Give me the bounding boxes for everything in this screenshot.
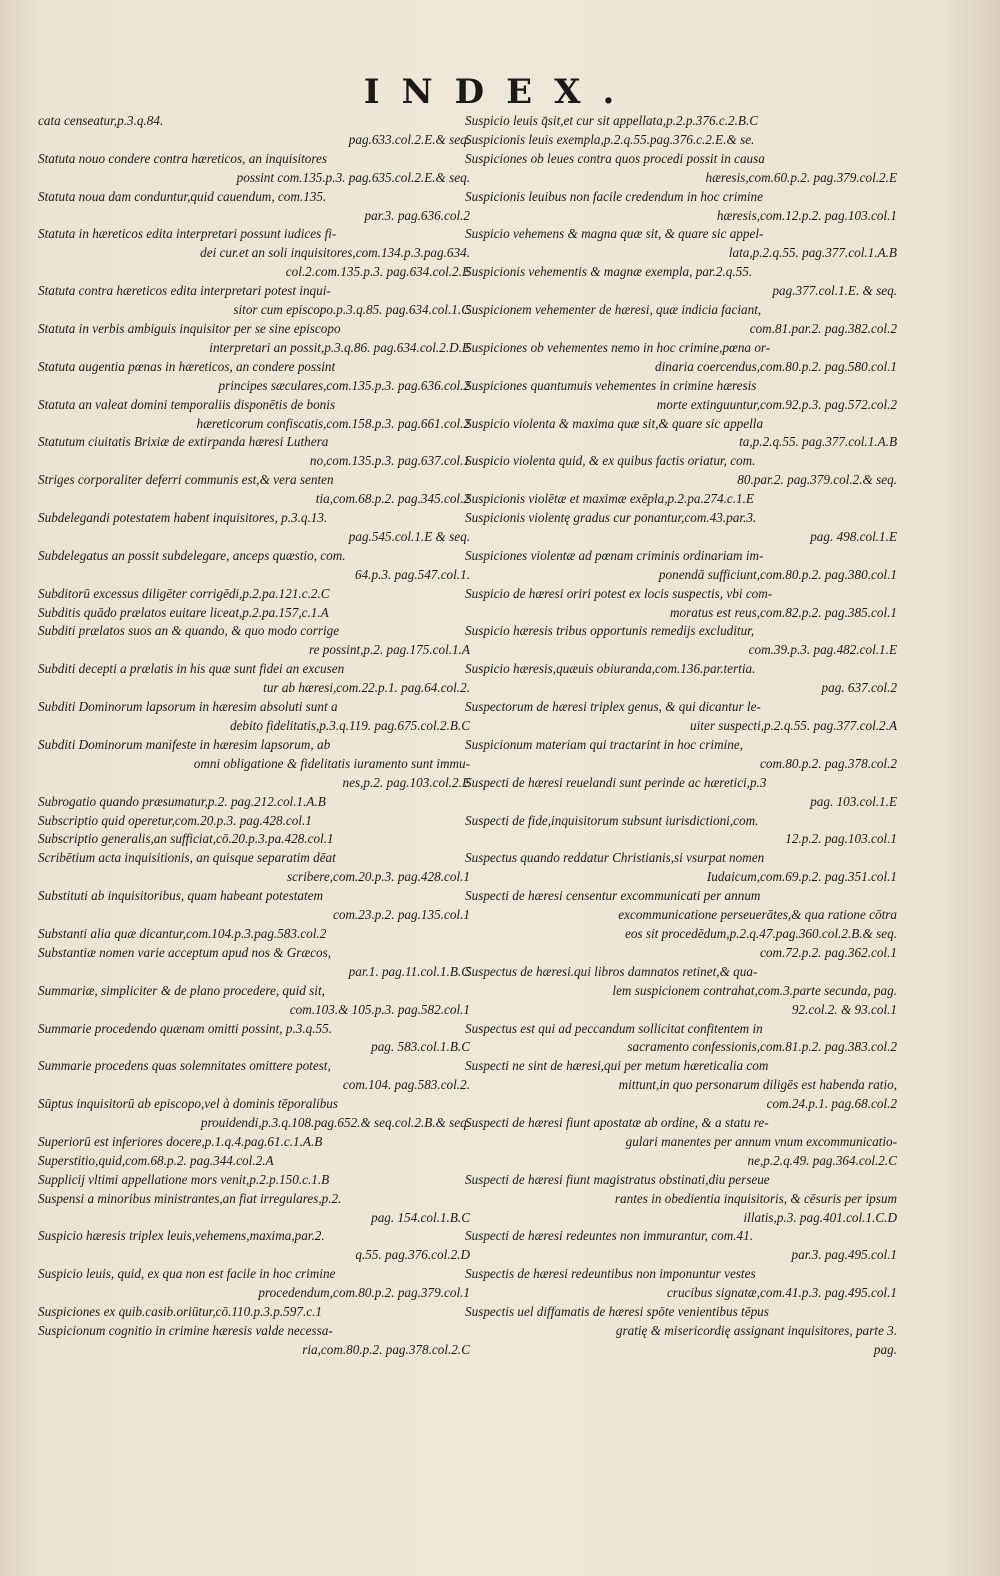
index-entry bbox=[465, 301, 897, 339]
entry-continuation: morte extinguuntur,com.92.p.3. pag.572.col.2 bbox=[656, 396, 897, 412]
entry-heading: Suspicionis vehementis & magnæ exempla, par.2.q.55. bbox=[465, 264, 753, 280]
entry-continuation: possint com.135.p.3. pag.635.col.2.E.& seq. bbox=[236, 169, 470, 185]
entry-continuation: ponendā sufficiunt,com.80.p.2. pag.380.col.1 bbox=[658, 566, 897, 582]
entry-continuation: pag.633.col.2.E.& seq. bbox=[348, 131, 470, 147]
index-entry bbox=[38, 660, 470, 698]
entry-heading: Suspectus quando reddatur Christianis,si vsurpat nomen bbox=[465, 850, 765, 866]
index-entry bbox=[38, 585, 470, 604]
entry-heading: Subdelegandi potestatem habent inquisitores, p.3.q.13. bbox=[38, 510, 328, 526]
index-entry bbox=[38, 1020, 470, 1058]
entry-continuation: com.103.& 105.p.3. pag.582.col.1 bbox=[289, 1001, 470, 1017]
index-entry bbox=[38, 849, 470, 887]
index-entry bbox=[465, 963, 897, 1020]
entry-continuation: scribere,com.20.p.3. pag.428.col.1 bbox=[286, 869, 470, 885]
entry-heading: Suspicio vehemens & magna quæ sit, & quare sic appel- bbox=[465, 226, 764, 242]
entry-heading: Suspectis de hæresi redeuntibus non imponuntur vestes bbox=[465, 1266, 756, 1282]
entry-heading: Statutum ciuitatis Brixiæ de extirpanda hæresi Luthera bbox=[38, 434, 329, 450]
index-entry bbox=[465, 263, 897, 301]
entry-heading: Summarie procedendo quænam omitti possint, p.3.q.55. bbox=[38, 1020, 333, 1036]
index-entry bbox=[465, 1020, 897, 1058]
entry-heading: Suspicio violenta quid, & ex quibus factis oriatur, com. bbox=[465, 453, 756, 469]
index-entry bbox=[465, 339, 897, 377]
entry-continuation: sitor cum episcopo.p.3.q.85. pag.634.col.1.C bbox=[233, 302, 470, 318]
index-entry bbox=[38, 1152, 470, 1171]
index-entry bbox=[38, 282, 470, 320]
entry-continuation: pag. bbox=[873, 1341, 897, 1357]
entry-heading: Suspectorum de hæresi triplex genus, & qui dicantur le- bbox=[465, 699, 761, 715]
entry-continuation: com.81.par.2. pag.382.col.2 bbox=[749, 320, 897, 336]
entry-heading: Subditi decepti a prælatis in his quæ sunt fidei an excusen bbox=[38, 661, 345, 677]
entry-heading: Suspicio hæresis triplex leuis,vehemens,maxima,par.2. bbox=[38, 1228, 325, 1244]
entry-heading: Suspicionem vehementer de hæresi, quæ indicia faciant, bbox=[465, 302, 762, 318]
entry-heading: Subscriptio generalis,an sufficiat,cō.20.p.3.pa.428.col.1 bbox=[38, 831, 334, 847]
entry-heading: Suspecti de fide,inquisitorum subsunt iurisdictioni,com. bbox=[465, 812, 759, 828]
entry-heading: Statuta in verbis ambiguis inquisitor per se sine episcopo bbox=[38, 320, 341, 336]
index-entry bbox=[465, 377, 897, 415]
index-entry bbox=[465, 849, 897, 887]
index-entry bbox=[465, 131, 897, 150]
entry-continuation: gulari manentes per annum vnum excommunicatio- bbox=[625, 1133, 897, 1149]
entry-heading: Subditi Dominorum lapsorum in hæresim absoluti sunt a bbox=[38, 699, 338, 715]
index-entry bbox=[465, 415, 897, 453]
index-entry bbox=[38, 225, 470, 282]
entry-heading: Suspecti de hæresi censentur excommunicati per annum bbox=[465, 888, 761, 904]
index-entry bbox=[38, 1190, 470, 1228]
index-entry bbox=[38, 736, 470, 793]
entry-heading: Suspicionis leuibus non facile credendum in hoc crimine bbox=[465, 188, 764, 204]
entry-continuation: tia,com.68.p.2. pag.345.col.2 bbox=[315, 491, 470, 507]
entry-heading: Suspicio leuis q̄sit,et cur sit appellata,p.2.p.376.c.2.B.C bbox=[465, 113, 759, 128]
index-entry bbox=[38, 112, 470, 150]
entry-continuation: lem suspicionem contrahat,com.3.parte secunda, pag. bbox=[612, 982, 897, 998]
entry-continuation: pag.377.col.1.E. & seq. bbox=[772, 283, 897, 299]
entry-heading: Suspicionis violētæ et maximæ exēpla,p.2.pa.274.c.1.E bbox=[465, 491, 754, 507]
entry-continuation: omni obligatione & fidelitatis iuramento sunt immu- bbox=[193, 755, 470, 771]
entry-continuation: rantes in obedientia inquisitoris, & cēsuris per ipsum bbox=[614, 1190, 897, 1206]
index-entry bbox=[465, 509, 897, 547]
entry-heading: Summarie procedens quas solemnitates omittere potest, bbox=[38, 1058, 331, 1074]
index-entry bbox=[465, 490, 897, 509]
index-entry bbox=[465, 547, 897, 585]
entry-heading: Suspecti de hæresi redeuntes non immurantur, com.41. bbox=[465, 1228, 754, 1244]
entry-heading: Suspicio violenta & maxima quæ sit,& quare sic appella bbox=[465, 415, 764, 431]
entry-heading: Statuta augentia pœnas in hæreticos, an condere possint bbox=[38, 358, 336, 374]
entry-continuation: pag. 637.col.2 bbox=[821, 680, 897, 696]
index-entry bbox=[465, 112, 897, 131]
entry-heading: Sūptus inquisitorū ab episcopo,vel à dominis tēporalibus bbox=[38, 1096, 339, 1112]
entry-heading: Statuta noua dam conduntur,quid cauendum, com.135. bbox=[38, 188, 327, 204]
index-entry bbox=[38, 509, 470, 547]
entry-continuation: 92.col.2. & 93.col.1 bbox=[791, 1001, 897, 1017]
entry-continuation: nes,p.2. pag.103.col.2.E bbox=[342, 774, 470, 790]
entry-continuation: pag. 498.col.1.E bbox=[810, 528, 897, 544]
entry-heading: Subditorū excessus diligēter corrigēdi,p.2.pa.121.c.2.C bbox=[38, 585, 330, 601]
entry-continuation: ta,p.2.q.55. pag.377.col.1.A.B bbox=[739, 434, 897, 450]
entry-heading: Suspectis uel diffamatis de hæresi spōte venientibus tēpus bbox=[465, 1304, 769, 1320]
entry-heading: Statuta nouo condere contra hæreticos, an inquisitores bbox=[38, 150, 328, 166]
index-entry bbox=[465, 736, 897, 774]
entry-continuation: com.24.p.1. pag.68.col.2 bbox=[766, 1096, 897, 1112]
entry-continuation: pag. 583.col.1.B.C bbox=[371, 1039, 470, 1055]
entry-heading: Suspiciones ob leues contra quos procedi possit in causa bbox=[465, 150, 765, 166]
index-entry bbox=[465, 887, 897, 963]
index-entry bbox=[465, 585, 897, 623]
index-entry bbox=[465, 812, 897, 850]
entry-continuation: com.23.p.2. pag.135.col.1 bbox=[333, 907, 470, 923]
entry-continuation: par.1. pag.11.col.1.B.C bbox=[348, 963, 470, 979]
entry-heading: Suspensi a minoribus ministrantes,an fiat irregulares,p.2. bbox=[38, 1190, 342, 1206]
index-entry bbox=[465, 1303, 897, 1360]
entry-heading: Statuta in hæreticos edita interpretari possunt iudices fi- bbox=[38, 226, 337, 242]
index-entry bbox=[38, 150, 470, 188]
index-entry bbox=[465, 150, 897, 188]
entry-heading: Suspecti de hæresi fiunt apostatæ ab ordine, & a statu re- bbox=[465, 1115, 769, 1131]
index-entry bbox=[465, 188, 897, 226]
entry-continuation: gratię & misericordię assignant inquisitores, parte 3. bbox=[615, 1323, 897, 1338]
entry-heading: Suspicio de hæresi oriri potest ex locis suspectis, vbi com- bbox=[465, 585, 773, 601]
entry-heading: Subditi prælatos suos an & quando, & quo modo corrige bbox=[38, 623, 340, 639]
entry-heading: cata censeatur,p.3.q.84. bbox=[38, 113, 164, 128]
entry-heading: Suspicionis leuis exempla,p.2.q.55.pag.376.c.2.E.& se. bbox=[465, 131, 755, 147]
index-entry bbox=[38, 944, 470, 982]
index-entry bbox=[465, 774, 897, 812]
index-entry bbox=[38, 622, 470, 660]
entry-heading: Superiorū est inferiores docere,p.1.q.4.pag.61.c.1.A.B bbox=[38, 1133, 323, 1149]
index-entry bbox=[38, 1171, 470, 1190]
entry-heading: Suspicio hæresis tribus opportunis remedijs excluditur, bbox=[465, 623, 755, 639]
entry-continuation: col.2.com.135.p.3. pag.634.col.2.E bbox=[285, 264, 470, 280]
index-entry bbox=[38, 188, 470, 226]
entry-continuation: Iudaicum,com.69.p.2. pag.351.col.1 bbox=[706, 869, 897, 885]
index-entry bbox=[465, 1057, 897, 1114]
index-entry bbox=[38, 1227, 470, 1265]
entry-continuation: debito fidelitatis,p.3.q.119. pag.675.col.2.B.C bbox=[229, 718, 470, 733]
entry-heading: Superstitio,quid,com.68.p.2. pag.344.col.2.A bbox=[38, 1152, 274, 1168]
index-entry bbox=[38, 925, 470, 944]
entry-continuation: pag. 154.col.1.B.C bbox=[371, 1209, 470, 1225]
index-entry bbox=[38, 547, 470, 585]
entry-continuation: 80.par.2. pag.379.col.2.& seq. bbox=[737, 472, 897, 488]
entry-continuation: principes sæculares,com.135.p.3. pag.636.col.2 bbox=[218, 377, 470, 393]
entry-heading: Suspiciones violentæ ad pœnam criminis ordinariam im- bbox=[465, 547, 764, 563]
entry-continuation: re possint,p.2. pag.175.col.1.A bbox=[308, 642, 470, 658]
entry-continuation: dinaria coercendus,com.80.p.2. pag.580.col.1 bbox=[655, 358, 897, 374]
entry-heading: Subditis quādo prælatos euitare liceat,p.2.pa.157,c.1.A bbox=[38, 604, 329, 620]
index-entry bbox=[38, 793, 470, 812]
entry-continuation: eos sit procedēdum,p.2.q.47.pag.360.col.2.B.& seq. bbox=[624, 925, 897, 941]
entry-continuation: dei cur.et an soli inquisitores,com.134.p.3.pag.634. bbox=[200, 245, 470, 261]
entry-heading: Subrogatio quando præsumatur,p.2. pag.212.col.1.A.B bbox=[38, 793, 326, 809]
entry-heading: Suspiciones quantumuis vehementes in crimine hæresis bbox=[465, 377, 757, 393]
entry-heading: Subdelegatus an possit subdelegare, anceps quæstio, com. bbox=[38, 547, 346, 563]
index-entry bbox=[38, 1057, 470, 1095]
index-entry bbox=[38, 1133, 470, 1152]
index-entry bbox=[465, 660, 897, 698]
index-entry bbox=[465, 1114, 897, 1171]
index-entry bbox=[38, 830, 470, 849]
index-entry bbox=[38, 1265, 470, 1303]
index-entry bbox=[38, 396, 470, 434]
entry-continuation: 12.p.2. pag.103.col.1 bbox=[785, 831, 897, 847]
entry-heading: Summariæ, simpliciter & de plano procedere, quid sit, bbox=[38, 982, 325, 998]
index-entry bbox=[465, 1227, 897, 1265]
entry-heading: Supplicij vltimi appellatione mors venit,p.2.p.150.c.1.B bbox=[38, 1171, 330, 1187]
entry-continuation: com.80.p.2. pag.378.col.2 bbox=[760, 755, 897, 771]
entry-continuation: interpretari an possit,p.3.q.86. pag.634.col.2.D.E bbox=[209, 339, 470, 355]
entry-continuation: hæresis,com.60.p.2. pag.379.col.2.E bbox=[705, 169, 897, 185]
entry-heading: Suspicionis violentę gradus cur ponantur,com.43.par.3. bbox=[465, 510, 757, 526]
entry-heading: Suspicionum materiam qui tractarint in hoc crimine, bbox=[465, 736, 744, 752]
index-entry bbox=[465, 1265, 897, 1303]
entry-heading: Suspectus de hæresi.qui libros damnatos retinet,& qua- bbox=[465, 963, 758, 979]
entry-continuation: tur ab hæresi,com.22.p.1. pag.64.col.2. bbox=[263, 680, 470, 696]
entry-heading: Substantiæ nomen varie acceptum apud nos & Græcos, bbox=[38, 944, 332, 960]
entry-continuation: moratus est reus,com.82.p.2. pag.385.col.1 bbox=[670, 604, 897, 620]
entry-heading: Subscriptio quid operetur,com.20.p.3. pag.428.col.1 bbox=[38, 812, 312, 828]
entry-continuation: prouidendi,p.3.q.108.pag.652.& seq.col.2.B.& seq. bbox=[200, 1115, 470, 1131]
entry-continuation: 64.p.3. pag.547.col.1. bbox=[354, 566, 470, 582]
entry-heading: Suspectus est qui ad peccandum sollicitat confitentem in bbox=[465, 1020, 763, 1036]
index-entry bbox=[38, 982, 470, 1020]
entry-heading: Substanti alia quæ dicantur,com.104.p.3.pag.583.col.2 bbox=[38, 925, 327, 941]
entry-continuation: lata,p.2.q.55. pag.377.col.1.A.B bbox=[728, 245, 897, 261]
index-entry bbox=[465, 225, 897, 263]
index-entry bbox=[38, 358, 470, 396]
entry-continuation: pag. 103.col.1.E bbox=[810, 793, 897, 809]
entry-continuation: par.3. pag.495.col.1 bbox=[791, 1247, 897, 1263]
page-title: INDEX. bbox=[363, 72, 637, 112]
entry-continuation: q.55. pag.376.col.2.D bbox=[355, 1247, 470, 1263]
right-column bbox=[465, 112, 897, 1360]
index-entry bbox=[38, 698, 470, 736]
entry-continuation: hæreticorum confiscatis,com.158.p.3. pag.661.col.2 bbox=[196, 415, 470, 431]
index-entry bbox=[38, 887, 470, 925]
index-entry bbox=[38, 1095, 470, 1133]
index-entry bbox=[38, 1322, 470, 1360]
index-entry bbox=[38, 433, 470, 471]
entry-heading: Suspicio hæresis,quæuis obiuranda,com.136.par.tertia. bbox=[465, 661, 756, 677]
entry-continuation: no,com.135.p.3. pag.637.col.1 bbox=[309, 453, 470, 469]
index-entry bbox=[38, 320, 470, 358]
index-entry bbox=[465, 452, 897, 490]
entry-heading: Statuta contra hæreticos edita interpretari potest inqui- bbox=[38, 283, 331, 299]
entry-continuation: ria,com.80.p.2. pag.378.col.2.C bbox=[302, 1341, 470, 1357]
entry-heading: Striges corporaliter deferri communis est,& vera senten bbox=[38, 472, 334, 488]
entry-continuation: com.104. pag.583.col.2. bbox=[342, 1077, 470, 1093]
entry-heading: Suspiciones ob vehementes nemo in hoc crimine,pœna or- bbox=[465, 339, 771, 355]
entry-continuation: sacramento confessionis,com.81.p.2. pag.383.col.2 bbox=[627, 1039, 897, 1055]
entry-heading: Suspecti de hæresi reuelandi sunt perinde ac hæretici,p.3 bbox=[465, 774, 767, 790]
entry-heading: Scribētium acta inquisitionis, an quisque separatim dēat bbox=[38, 850, 336, 866]
entry-continuation: pag.545.col.1.E & seq. bbox=[348, 528, 470, 544]
entry-heading: Statuta an valeat domini temporaliis disponētis de bonis bbox=[38, 396, 336, 412]
entry-continuation: procedendum,com.80.p.2. pag.379.col.1 bbox=[258, 1285, 470, 1301]
entry-heading: Suspicio leuis, quid, ex qua non est facile in hoc crimine bbox=[38, 1266, 336, 1282]
entry-continuation: illatis,p.3. pag.401.col.1.C.D bbox=[743, 1209, 897, 1225]
entry-continuation: hæresis,com.12.p.2. pag.103.col.1 bbox=[716, 207, 897, 223]
index-entry bbox=[465, 622, 897, 660]
index-entry bbox=[38, 471, 470, 509]
entry-heading: Substituti ab inquisitoribus, quam habeant potestatem bbox=[38, 888, 323, 904]
entry-continuation: excommunicatione perseuerātes,& qua ratione cōtra bbox=[618, 907, 897, 923]
entry-heading: Suspecti ne sint de hæresi,qui per metum hæreticalia com bbox=[465, 1058, 769, 1074]
entry-continuation: uiter suspecti,p.2.q.55. pag.377.col.2.A bbox=[690, 718, 897, 733]
entry-continuation: par.3. pag.636.col.2 bbox=[364, 207, 470, 223]
entry-continuation: com.72.p.2. pag.362.col.1 bbox=[760, 944, 897, 960]
entry-continuation: ne,p.2.q.49. pag.364.col.2.C bbox=[747, 1152, 897, 1168]
entry-continuation: mittunt,in quo personarum diligēs est habenda ratio, bbox=[618, 1077, 897, 1093]
index-entry bbox=[38, 604, 470, 623]
entry-heading: Suspiciones ex quib.casib.oriūtur,cō.110.p.3.p.597.c.1 bbox=[38, 1304, 322, 1320]
entry-heading: Suspecti de hæresi fiunt magistratus obstinati,diu perseue bbox=[465, 1171, 770, 1187]
entry-heading: Subditi Dominorum manifeste in hæresim lapsorum, ab bbox=[38, 736, 331, 752]
index-entry bbox=[465, 1171, 897, 1228]
index-entry bbox=[38, 1303, 470, 1322]
entry-continuation: crucibus signatæ,com.41.p.3. pag.495.col.1 bbox=[666, 1285, 897, 1301]
index-entry bbox=[38, 812, 470, 831]
entry-heading: Suspicionum cognitio in crimine hæresis valde necessa- bbox=[38, 1323, 333, 1338]
index-entry bbox=[465, 698, 897, 736]
left-column bbox=[38, 112, 470, 1360]
entry-continuation: com.39.p.3. pag.482.col.1.E bbox=[748, 642, 897, 658]
